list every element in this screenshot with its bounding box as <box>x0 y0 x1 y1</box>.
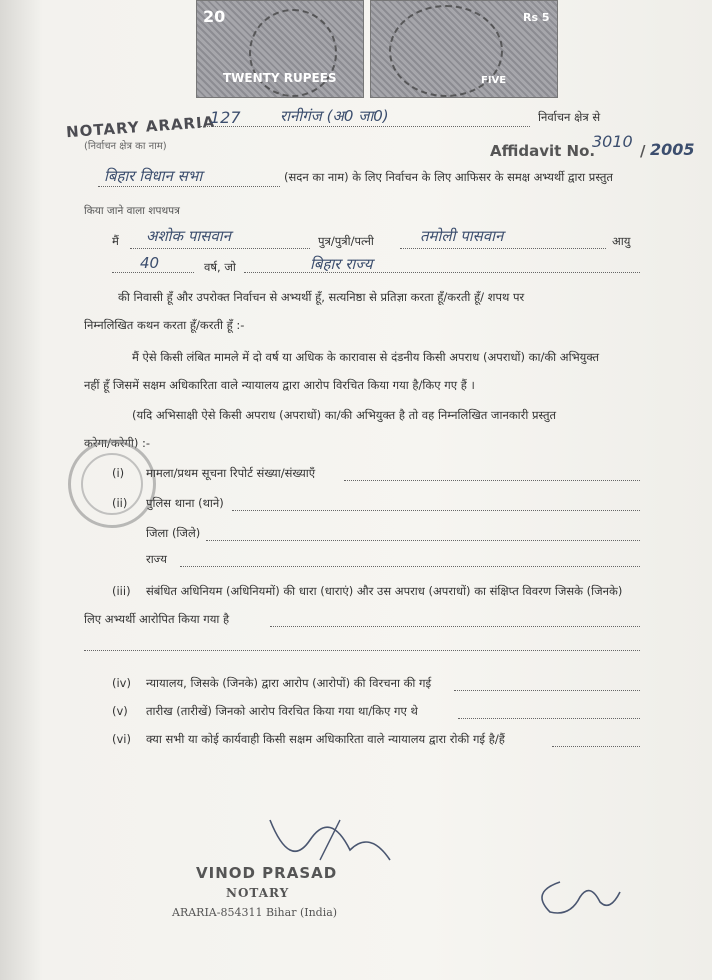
item-iii-number: (iii) <box>112 584 131 598</box>
notary-seal <box>68 440 156 528</box>
item-vi-number: (vi) <box>112 732 131 746</box>
age-value: 40 <box>140 254 160 272</box>
constituency-name: रानीगंज (अ0 जा0) <box>280 107 389 125</box>
notary-mark: NOTARY ARARIA <box>65 112 216 142</box>
para-2: मैं ऐसे किसी लंबित मामले में दो वर्ष या अधिक के कारावास से दंडनीय किसी अपराध (अपराधों) का/की अभियुक्त <box>132 350 600 364</box>
affidavit-page: 20 TWENTY RUPEES Rs 5 FIVE NOTARY ARARIA 127 रानीगंज (अ0 जा0) निर्वाचन क्षेत्र से (निर्वाचन क्षेत्र का नाम) Affidavit No. 3010 / 2005 बिहार विधान सभा (सदन का नाम) के लिए निर्वाचन के लिए आफिसर के समक्ष अभ्यर्थी द्वारा प्रस्तुत किया जाने वाला शपथपत्र मैं अशोक पासवान पुत्र/पुत्री/पत्नी तमोली पासवान आयु 40 वर्ष, जो बिहार राज्य की निवासी हूँ और उपरोक्त निर्वाचन से अभ्यर्थी हूँ, सत्यनिष्ठा से प्रतिज्ञा करता हूँ/करती हूँ/ शपथ पर निम्नलिखित कथन करता हूँ/करती हूँ :- मैं ऐसे किसी लंबित मामले में दो वर्ष या अधिक के कारावास से दंडनीय किसी अपराध (अपराधों) का/की अभियुक्त नहीं हूँ जिसमें सक्षम अधिकारिता वाले न्यायालय द्वारा आरोप विरचित किया गया है/किए गए हैं । (यदि अभिसाक्षी ऐसे किसी अपराध (अपराधों) का/की अभियुक्त है तो वह निम्नलिखित जानकारी प्रस्तुत करेगा/करेगी) :- (i) मामला/प्रथम सूचना रिपोर्ट संख्या/संख्याएँ (ii) पुलिस थाना (थाने) जिला (जिले) राज्य (iii) संबंधित अधिनियम (अधिनियमों) की धारा (धाराएं) और उस अपराध (अपराधों) का संक्षिप्त विवरण जिसके (जिनके) लिए अभ्यर्थी आरोपित किया गया है (iv) न्यायालय, जिसके (जिनके) द्वारा आरोप (आरोपों) की विरचना की गई (v) तारीख (तारीखें) जिनको आरोप विरचित किया गया था/किए गए थे (vi) क्या सभी या कोई कार्यवाही किसी सक्षम अधिकारिता वाले न्यायालय द्वारा रोकी गई है/हैं VINOD PRASAD NOTARY ARARIA-854311 Bihar (India) <box>0 0 712 980</box>
para-2b: नहीं हूँ जिसमें सक्षम अधिकारिता वाले न्यायालय द्वारा आरोप विरचित किया गया है/किए गए हैं । <box>84 378 475 392</box>
name-prefix: मैं <box>112 234 119 248</box>
house-text-2: किया जाने वाला शपथपत्र <box>84 205 180 217</box>
item-iv-label: न्यायालय, जिसके (जिनके) द्वारा आरोप (आरोपों) की विरचना की गई <box>146 676 432 690</box>
item-i-label: मामला/प्रथम सूचना रिपोर्ट संख्या/संख्याएँ <box>146 466 316 480</box>
affidavit-year: 2005 <box>650 140 695 159</box>
para-1: की निवासी हूँ और उपरोक्त निर्वाचन से अभ्यर्थी हूँ, सत्यनिष्ठा से प्रतिज्ञा करता हूँ/करती हूँ/ शपथ पर <box>118 290 525 304</box>
constituency-number: 127 <box>210 108 241 127</box>
item-iii-label-2: लिए अभ्यर्थी आरोपित किया गया है <box>84 612 230 626</box>
father-name: तमोली पासवान <box>420 227 504 245</box>
item-v-number: (v) <box>112 704 128 718</box>
age-suffix: वर्ष, जो <box>204 260 236 274</box>
para-3: (यदि अभिसाक्षी ऐसे किसी अपराध (अपराधों) का/की अभियुक्त है तो वह निम्नलिखित जानकारी प्रस्तुत <box>132 408 557 422</box>
para-1b: निम्नलिखित कथन करता हूँ/करती हूँ :- <box>84 318 245 332</box>
notary-title: NOTARY <box>226 886 290 900</box>
item-ii-label: पुलिस थाना (थाने) <box>146 496 224 510</box>
district-label: जिला (जिले) <box>146 526 201 540</box>
item-iii-label: संबंधित अधिनियम (अधिनियमों) की धारा (धाराएं) और उस अपराध (अपराधों) का संक्षिप्त विवरण जिसके (जिनके) <box>146 584 623 598</box>
resident-of: बिहार राज्य <box>310 255 373 273</box>
stamp-five-rupees <box>370 0 558 98</box>
candidate-name: अशोक पासवान <box>146 227 231 245</box>
age-label: आयु <box>612 234 631 248</box>
constituency-suffix: निर्वाचन क्षेत्र से <box>538 110 601 124</box>
stamp-label: FIVE <box>481 75 507 86</box>
affidavit-label: Affidavit No. <box>490 142 596 160</box>
stamp-twenty-rupees <box>196 0 364 98</box>
item-vi-label: क्या सभी या कोई कार्यवाही किसी सक्षम अधिकारिता वाले न्यायालय द्वारा रोकी गई है/हैं <box>146 732 505 746</box>
item-iv-number: (iv) <box>112 676 131 690</box>
relation-label: पुत्र/पुत्री/पत्नी <box>318 234 374 248</box>
item-ii-number: (ii) <box>112 496 128 510</box>
stamp-value: 20 <box>203 7 226 26</box>
house-text: (सदन का नाम) के लिए निर्वाचन के लिए आफिसर के समक्ष अभ्यर्थी द्वारा प्रस्तुत <box>284 170 613 184</box>
notary-name: VINOD PRASAD <box>196 864 338 882</box>
notary-signature <box>520 862 630 922</box>
affidavit-number: 3010 <box>592 132 633 151</box>
notary-address: ARARIA-854311 Bihar (India) <box>172 906 338 919</box>
stamp-value: Rs 5 <box>523 11 550 24</box>
constituency-caption: (निर्वाचन क्षेत्र का नाम) <box>84 141 167 152</box>
item-v-label: तारीख (तारीखें) जिनको आरोप विरचित किया गया था/किए गए थे <box>146 704 418 718</box>
item-i-number: (i) <box>112 466 125 480</box>
para-3b: करेगा/करेगी) :- <box>84 436 151 450</box>
stamp-label: TWENTY RUPEES <box>223 71 337 85</box>
house-name: बिहार विधान सभा <box>104 167 203 185</box>
state-label: राज्य <box>146 552 167 566</box>
